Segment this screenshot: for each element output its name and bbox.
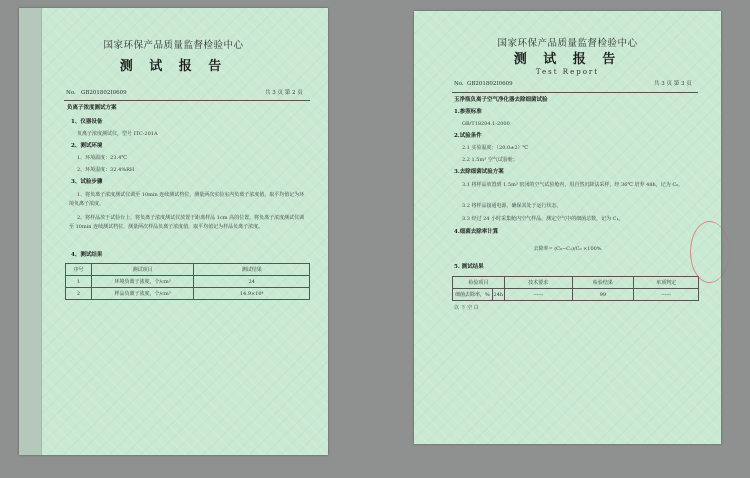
section-1-heading: 1.参照标准 (454, 109, 482, 115)
org-name: 国家环保产品质量监督检验中心 (103, 40, 244, 51)
report-title: 测 试 报 告 (119, 59, 228, 74)
section-3-heading: 3.去除细菌试验方案 (454, 169, 504, 175)
section-2-heading: 2、测试环境 (71, 143, 103, 149)
header-rule (64, 100, 310, 101)
section-3-heading: 3、试验步骤 (71, 179, 103, 185)
env-temp-text: 1、环境温度：23.4℃ (77, 155, 127, 161)
table-cell: 2 (66, 288, 92, 300)
results-table (65, 263, 310, 300)
standard-text: GB/T18204.1-2000 (462, 121, 510, 127)
header-rule (452, 92, 698, 93)
table-cell: 样品负离子浓度，个/cm³ (91, 288, 194, 300)
condition-2-2-text: 2.2 1.5m³ 空气试验舱； (462, 157, 518, 163)
section-title: 负离子浓度测试方案 (67, 105, 117, 111)
instrument-text: 负离子浓度测试仪，型号 ITC-201A (77, 131, 158, 137)
report-no-label: No. (454, 81, 464, 87)
table-header-cell: 测试项目 (91, 264, 194, 276)
env-humidity-text: 2、环境湿度：32.4%RH (77, 167, 135, 173)
table-header-cell: 测试结果 (194, 264, 310, 276)
step-1-text: 1、将负离子浓度测试仪调至 10min 连续测试档位，测量两次实验室内负离子浓度值，取平均值记为环境负离子浓度。 (69, 192, 305, 207)
table-row (453, 289, 699, 301)
table-cell: 99 (572, 289, 634, 301)
table-row (66, 288, 310, 300)
section-2-heading: 2.试验条件 (454, 133, 482, 139)
report-page-2 (19, 8, 328, 455)
table-cell: 24h (492, 289, 504, 301)
blank-below-note: 以 下 空 白 (454, 305, 479, 311)
table-header-row (453, 277, 699, 289)
table-cell: 14.9×10⁴ (194, 288, 310, 300)
section-title: 玉净瓶负离子空气净化器去除细菌试验 (454, 97, 548, 103)
table-header-cell: 序号 (66, 264, 92, 276)
step-3-1-text: 3.1 将样品放置到 1.5m³ 密闭的空气试验舱内，用自然沉降法采样，经 36℃ 培养 48h，记为 C₀。 (462, 182, 684, 188)
section-4-heading: 4.细菌去除率计算 (454, 229, 499, 235)
org-name: 国家环保产品质量监督检验中心 (497, 38, 638, 49)
step-3-3-text: 3.3 经过 24 小时采集舱内空气样品，测定空气中的细菌总数，记为 C₁。 (462, 216, 624, 222)
table-cell: 24 (194, 276, 310, 288)
condition-2-1-text: 2.1 实验温度：（20.0±2）℃ (462, 145, 529, 151)
section-1-heading: 1、仪器设备 (71, 119, 103, 125)
report-no-label: No. (66, 90, 76, 96)
report-page-3 (414, 11, 721, 444)
step-3-2-text: 3.2 将样品接通电源，确保其处于运行状态。 (462, 203, 562, 209)
binding-spine (19, 8, 42, 455)
table-header-cell: 单项判定 (634, 277, 699, 289)
report-no-value: GB201802I0609 (81, 90, 127, 96)
table-cell: 细菌去除率，% (453, 289, 493, 301)
table-header-cell: 技术要求 (504, 277, 572, 289)
page-info: 共 3 页 第 3 页 (654, 81, 692, 87)
section-4-heading: 4、测试结果 (71, 252, 103, 258)
table-cell: ------ (634, 289, 699, 301)
removal-rate-formula: 去除率= (C₀−C₁)/C₀ ×100% (533, 246, 602, 252)
section-5-heading: 5. 测试结果 (454, 264, 484, 270)
step-2-text: 2、将样品放于试验台上，将负离子浓度测试仪放置于距离样品 1cm 高的位置，将负离子浓度测试仪调至 10min 连续测试档位，测量两次样品负离子浓度值，取平均值记为样品负离子浓度。 (69, 215, 305, 230)
table-header-row (66, 264, 310, 276)
report-subtitle: Test Report (535, 68, 600, 76)
results-table (452, 276, 699, 301)
report-no-value: GB201802I0609 (467, 81, 513, 87)
table-cell: 环境负离子浓度，个/cm³ (91, 276, 194, 288)
page-info: 共 3 页 第 2 页 (265, 90, 303, 96)
table-cell: ------ (504, 289, 572, 301)
table-header-cell: 检验项目 (453, 277, 505, 289)
table-cell: 1 (66, 276, 92, 288)
table-header-cell: 检验结果 (572, 277, 634, 289)
red-seal-stamp (690, 221, 729, 283)
report-title: 测 试 报 告 (513, 52, 622, 67)
table-row (66, 276, 310, 288)
